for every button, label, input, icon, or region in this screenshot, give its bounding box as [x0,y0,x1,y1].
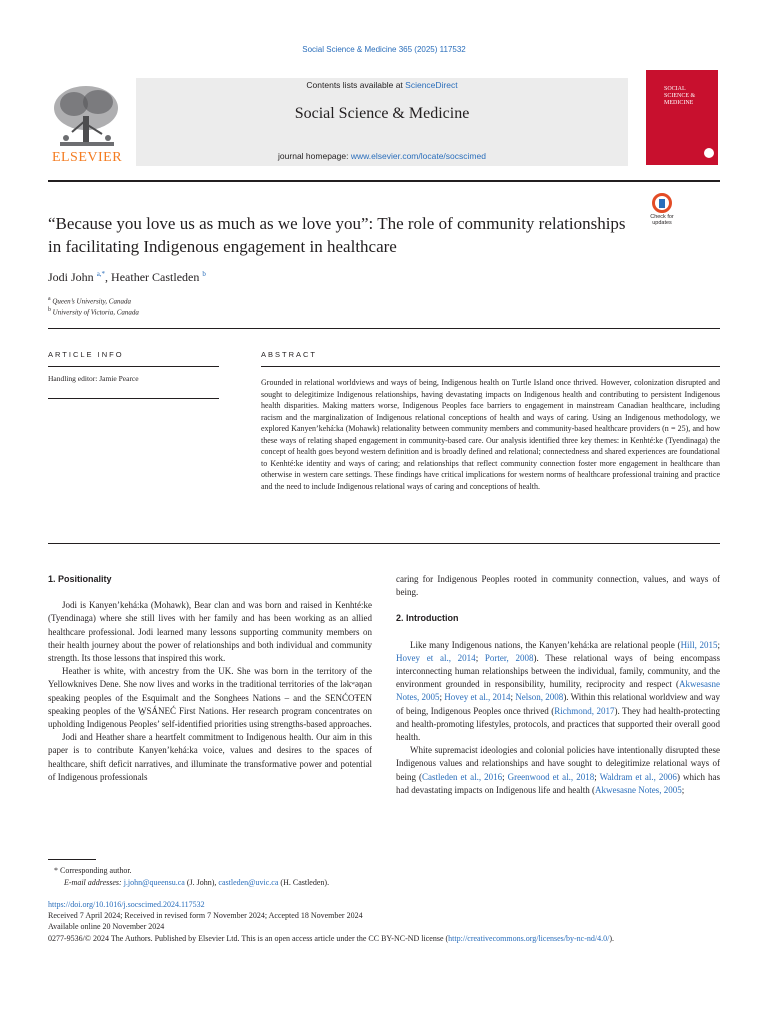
corresponding-footnote [48,865,726,877]
citation-link[interactable]: Waldram et al., 2006 [599,771,677,782]
license-statement [48,933,720,945]
cover-title: SOCIAL SCIENCE & MEDICINE [664,86,696,106]
abstract-bottom-rule [48,543,720,544]
sciencedirect-link[interactable]: ScienceDirect [405,80,458,90]
license-suffix: ). [609,934,614,943]
paragraph-text: ; [475,652,485,663]
doi-link[interactable]: https://doi.org/10.1016/j.socscimed.2024.117532 [48,900,205,909]
article-title: “Because you love us as much as we love you”: The role of community relationships in facilitating Indigenous engagement in healthcare [48,214,626,256]
title-rule [48,328,720,329]
citation-link[interactable]: Richmond, 2017 [554,705,615,716]
citation-link[interactable]: Porter, 2008 [484,652,534,663]
section-heading-positionality: 1. Positionality [48,574,112,584]
abstract-label: ABSTRACT [261,350,318,359]
paragraph-text: ; [681,784,685,795]
check-updates-icon [652,193,672,213]
paragraph-text: ) which has had devastating impacts on Indigenous life and health ( [396,771,720,795]
paragraph: Jodi and Heather share a heartfelt commitment to Indigenous health. Our aim in this paper is to contribute Kanyen’kehá:ka voice, values and desires to the spaces of healthcare, shift deficit narratives, and illuminate the transformative power and potential of Indigenous professionals [48,732,372,782]
handling-editor: Handling editor: Jamie Pearce [48,374,139,383]
available-online: Available online 20 November 2024 [48,922,165,931]
cover-badge-icon [704,148,714,158]
footnote-mark: * [54,866,58,875]
homepage-line [136,151,628,161]
abstract-text: Grounded in relational worldviews and ways of being, Indigenous health on Turtle Island once thrived. However, colonization disrupted and sought to delegitimize Indigenous relationships, having devastating impacts on Indigenous health and contributing to persistent Indigenous health disparities. Making matters worse, Indigenous Peoples face barriers to engagement in mainstream Canadian healthcare, including racism and the marginalization of Indigenous relational conceptions of health and ways of caring. Using an Indigenous methodology, we explored Kanyen’kehá:ka (Mohawk) relationality between community members and community-based healthcare providers (n = 25), and how these ways of relating shaped engagement in community-based care. Our analysis identified three key themes: in Kenhté:ke (Tyendinaga) the concept of health goes beyond western definition and is broadly defined and relational; connectedness and shared experiences are foundational to Kenhté:ke identity and ways of caring; and relationships that reflect community connection foster more engagement in healthcare than otherwise in western care settings. These findings have critical implications for western norms of healthcare professional training and practice and the need to include Indigenous relational ways of caring and conceptions of health. [261,378,720,491]
paragraph-text: ; [594,771,600,782]
email-label: E-mail addresses: [64,878,122,887]
author-name[interactable]: Jodi John [48,270,94,284]
contents-line [136,80,628,90]
doi-line [48,899,720,911]
author-list [48,270,206,285]
paragraph-with-citations [396,744,720,797]
affiliation-text: University of Victoria, Canada [52,308,139,317]
affiliation-text: Queen’s University, Canada [52,297,131,306]
abstract-rule [261,366,720,367]
author-separator: , [105,270,112,284]
check-for-updates-button[interactable] [646,193,678,229]
email-owner: (H. Castleden). [278,878,330,887]
email-link[interactable]: j.john@queensu.ca [123,878,185,887]
paragraph: caring for Indigenous Peoples rooted in community connection, values, and ways of being. [396,574,720,598]
received-dates: Received 7 April 2024; Received in revised form 7 November 2024; Accepted 18 November 2024 [48,911,363,920]
homepage-prefix: journal homepage: [278,151,351,161]
check-updates-label: Check for updates [650,214,674,226]
citation-link[interactable]: Castleden et al., 2016 [422,771,503,782]
footnote-rule [48,859,96,860]
paragraph-text: ; [717,639,720,650]
paragraph-text: White supremacist ideologies and colonial policies have intentionally disrupted these Indigenous values and relationships and have sought to delegitimize relational ways of being ( [396,745,720,782]
license-link[interactable]: http://creativecommons.org/licenses/by-nc-nd/4.0/ [448,934,610,943]
citation-link[interactable]: Greenwood et al., 2018 [507,771,595,782]
article-info-label: ARTICLE INFO [48,350,124,359]
paragraph: Heather is white, with ancestry from the UK. She was born in the territory of the Yellowknives Dene. She now lives and works in the traditional territories of the ləkʷəŋən speaking peoples of the Esquimalt and the Songhees Nations – and the SENĆOŦEN speaking peoples of the W̱SÁNEĆ First Nations. Her research program concentrates on upholding Indigenous Peoples’ self-identified priorities using strengths-based approaches. [48,666,372,730]
article-info-bottom-rule [48,398,219,399]
citation-link[interactable]: Akwesasne Notes, 2005 [396,679,720,703]
citation-link[interactable]: Nelson, 2008 [515,692,564,703]
paragraph-text: ). These relational ways of being encompass interconnecting human relationships between the individual, family, community, and the environment grounded in responsibility, humility, reciprocity and respect ( [396,652,720,690]
paragraph-with-citations [396,639,720,745]
contents-prefix: Contents lists available at [306,80,406,90]
affiliation-mark: a [48,296,51,302]
affiliation-b [48,307,139,316]
paragraph-text: ). Within this relational worldview and way of being, Indigenous Peoples once thrived ( [396,692,721,716]
citation-link[interactable]: Hill, 2015 [680,639,718,650]
author-affiliation-mark[interactable]: a,* [96,270,106,278]
paragraph: Jodi is Kanyen’kehá:ka (Mohawk), Bear clan and was born and raised in Kenhté:ke (Tyendinaga) where she still lives with her family and has been working as an allied healthcare professional. Jodi learned many lessons supporting community members on their health journey about the power of relationships and both individual and community strength. Its those lessons that inspired this work. [48,600,372,664]
paragraph-text: ). They had health-protecting and health-promoting lifestyles, protocols, and practices that supported their overall good health. [396,705,721,743]
paragraph-text: Like many Indigenous nations, the Kanyen’kehá:ka are relational people ( [410,639,681,650]
journal-name: Social Science & Medicine [294,105,470,122]
journal-reference[interactable]: Social Science & Medicine 365 (2025) 117532 [302,45,466,54]
license-text: 0277-9536/© 2024 The Authors. Published by Elsevier Ltd. This is an open access article under the CC BY-NC-ND license ( [48,934,449,943]
affiliation-a [48,296,131,305]
header-rule [48,180,720,182]
citation-link[interactable]: Hovey et al., 2014 [444,692,511,703]
citation-link[interactable]: Akwesasne Notes, 2005 [594,784,682,795]
paragraph-text: ; [439,692,445,703]
paragraph-text: ; [502,771,508,782]
email-owner: (J. John), [184,878,219,887]
email-footnote [48,877,736,889]
citation-link[interactable]: Hovey et al., 2014 [396,652,476,663]
homepage-link[interactable]: www.elsevier.com/locate/socscimed [350,151,486,161]
paragraph-text: ; [510,692,516,703]
email-link[interactable]: castleden@uvic.ca [218,878,279,887]
section-heading-introduction: 2. Introduction [396,613,459,624]
article-info-rule [48,366,219,367]
author-name[interactable]: Heather Castleden [111,270,200,284]
right-column [396,573,720,797]
left-column [48,573,372,784]
corresponding-label: Corresponding author. [60,866,132,875]
elsevier-wordmark: ELSEVIER [51,150,123,165]
affiliation-mark: b [48,307,51,313]
author-affiliation-mark[interactable]: b [202,270,206,278]
